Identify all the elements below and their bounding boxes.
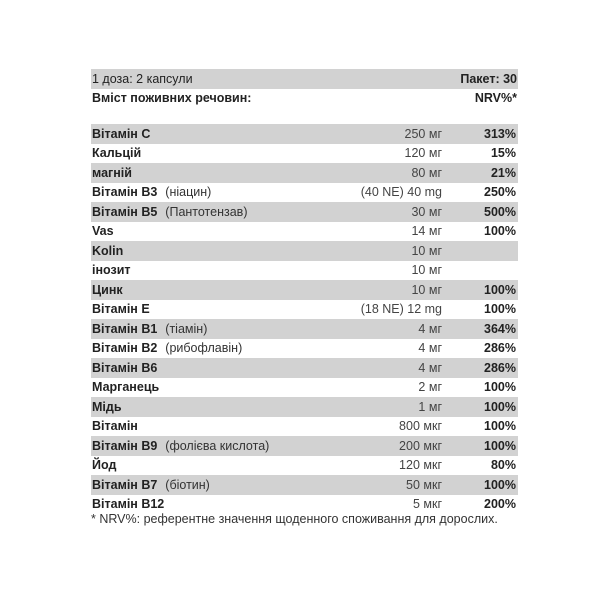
nutrient-row [91, 319, 518, 339]
nutrient-name: Вітамін C [92, 126, 151, 141]
nutrient-note: (тіамін) [165, 321, 208, 336]
nutrient-name: Вітамін B5 [92, 204, 158, 219]
nutrient-name: Кальцій [92, 146, 142, 161]
nutrient-note: (фолієва кислота) [165, 438, 270, 453]
nutrient-nrv: 100% [484, 419, 516, 434]
nutrient-name: магній [92, 165, 132, 180]
nutrient-name: Цинк [92, 282, 123, 297]
nutrient-name: Вітамін B9 [92, 438, 158, 453]
nutrient-name-cell [91, 341, 332, 355]
nutrient-name: Марганець [92, 380, 160, 395]
nutrient-name-cell [91, 497, 332, 511]
nutrient-nrv: 80% [490, 458, 516, 473]
nutrient-nrv: 286% [484, 341, 516, 356]
nutrient-nrv: 200% [484, 497, 516, 512]
nutrient-row [91, 397, 518, 417]
nutrient-name-cell [91, 478, 332, 492]
nutrient-row [91, 417, 518, 437]
nutrient-name-cell [91, 263, 332, 277]
nutrient-nrv: 100% [484, 302, 516, 317]
nutrient-amount: 200 мкг [399, 438, 442, 453]
content-header-row [91, 89, 518, 109]
nutrient-nrv: 15% [490, 146, 516, 161]
nutrient-name-cell [91, 439, 332, 453]
nutrient-row [91, 475, 518, 495]
header-gap [91, 108, 518, 124]
nutrient-name-cell [91, 127, 332, 141]
nutrient-nrv: 21% [490, 165, 516, 180]
nutrient-row [91, 124, 518, 144]
nutrient-row [91, 300, 518, 320]
nutrient-name: Йод [92, 458, 117, 473]
nutrient-name: Вітамін [92, 419, 138, 434]
nutrient-name-cell [91, 361, 332, 375]
nutrient-name-cell [91, 166, 332, 180]
nutrient-name-cell [91, 205, 332, 219]
nutrient-note: (біотин) [165, 477, 210, 492]
nutrient-name: Вітамін B1 [92, 321, 158, 336]
nutrient-name-cell [91, 224, 332, 238]
nutrient-name: Вітамін B6 [92, 360, 158, 375]
nutrient-row [91, 202, 518, 222]
nutrient-amount: (40 NE) 40 mg [360, 185, 442, 200]
nutrient-row [91, 261, 518, 281]
footnote: * NRV%: референтне значення щоденного споживання для дорослих. [91, 512, 498, 526]
nutrient-row [91, 358, 518, 378]
nutrient-row [91, 339, 518, 359]
nutrient-name-cell [91, 244, 332, 258]
nutrient-nrv: 100% [484, 399, 516, 414]
nutrient-name-cell [91, 380, 332, 394]
nutrient-row [91, 241, 518, 261]
nutrient-row [91, 436, 518, 456]
nutrient-name: Vas [92, 224, 114, 239]
nutrient-row [91, 183, 518, 203]
nutrient-amount: 10 мг [411, 243, 442, 258]
nutrient-amount: 14 мг [411, 224, 442, 239]
nutrient-row [91, 222, 518, 242]
nutrient-name-cell [91, 146, 332, 160]
nutrient-amount: 4 мг [418, 360, 442, 375]
nutrient-row [91, 280, 518, 300]
nutrient-name-cell [91, 283, 332, 297]
nutrient-amount: 50 мкг [406, 477, 442, 492]
nutrient-note: (ніацин) [165, 185, 212, 200]
nutrient-name-cell [91, 458, 332, 472]
nutrient-name: Вітамін E [92, 302, 150, 317]
nutrition-panel [91, 69, 518, 514]
nutrient-note: (Пантотензав) [165, 204, 248, 219]
nutrient-amount: 1 мг [418, 399, 442, 414]
nutrient-nrv: 100% [484, 477, 516, 492]
nutrient-amount: 10 мг [411, 282, 442, 297]
nutrient-amount: 4 мг [418, 341, 442, 356]
nutrient-nrv: 100% [484, 438, 516, 453]
nutrient-name: Вітамін B2 [92, 341, 158, 356]
nutrient-nrv: 500% [484, 204, 516, 219]
nutrient-amount: 4 мг [418, 321, 442, 336]
nutrient-row [91, 163, 518, 183]
nutrient-name-cell [91, 322, 332, 336]
nutrient-name-cell [91, 185, 332, 199]
nutrient-nrv: 286% [484, 360, 516, 375]
nutrient-amount: 800 мкг [399, 419, 442, 434]
nutrient-amount: 2 мг [418, 380, 442, 395]
nutrient-name-cell [91, 400, 332, 414]
nutrient-amount: 120 мкг [399, 458, 442, 473]
nutrient-name: Вітамін B12 [92, 497, 165, 512]
nutrient-name-cell [91, 419, 332, 433]
nutrient-note: (рибофлавін) [165, 341, 243, 356]
nutrient-amount: 5 мкг [412, 497, 442, 512]
nutrient-nrv: 313% [484, 126, 516, 141]
serving-row [91, 69, 518, 89]
nutrient-row [91, 144, 518, 164]
nutrient-nrv: 100% [484, 380, 516, 395]
package-count: Пакет: 30 [460, 71, 517, 86]
nutrient-amount: 10 мг [411, 263, 442, 278]
nutrient-name: інозит [92, 263, 131, 278]
nutrient-amount: 250 мг [404, 126, 442, 141]
nutrient-amount: 30 мг [411, 204, 442, 219]
nutrient-nrv: 250% [484, 185, 516, 200]
serving-size: 1 доза: 2 капсули [92, 71, 193, 86]
nutrient-name: Вітамін B7 [92, 477, 158, 492]
nutrient-amount: 80 мг [411, 165, 442, 180]
content-label: Вміст поживних речовин: [92, 91, 252, 106]
nrv-label: NRV%* [474, 91, 517, 106]
nutrient-nrv: 364% [484, 321, 516, 336]
nutrient-name: Kolin [92, 243, 124, 258]
nutrient-amount: (18 NE) 12 mg [360, 302, 442, 317]
nutrient-nrv: 100% [484, 224, 516, 239]
nutrient-amount: 120 мг [404, 146, 442, 161]
nutrient-nrv: 100% [484, 282, 516, 297]
nutrient-name-cell [91, 302, 332, 316]
nutrient-name: Вітамін B3 [92, 185, 158, 200]
nutrient-name: Мідь [92, 399, 122, 414]
nutrient-row [91, 378, 518, 398]
nutrient-row [91, 456, 518, 476]
nutrient-table [91, 124, 518, 514]
